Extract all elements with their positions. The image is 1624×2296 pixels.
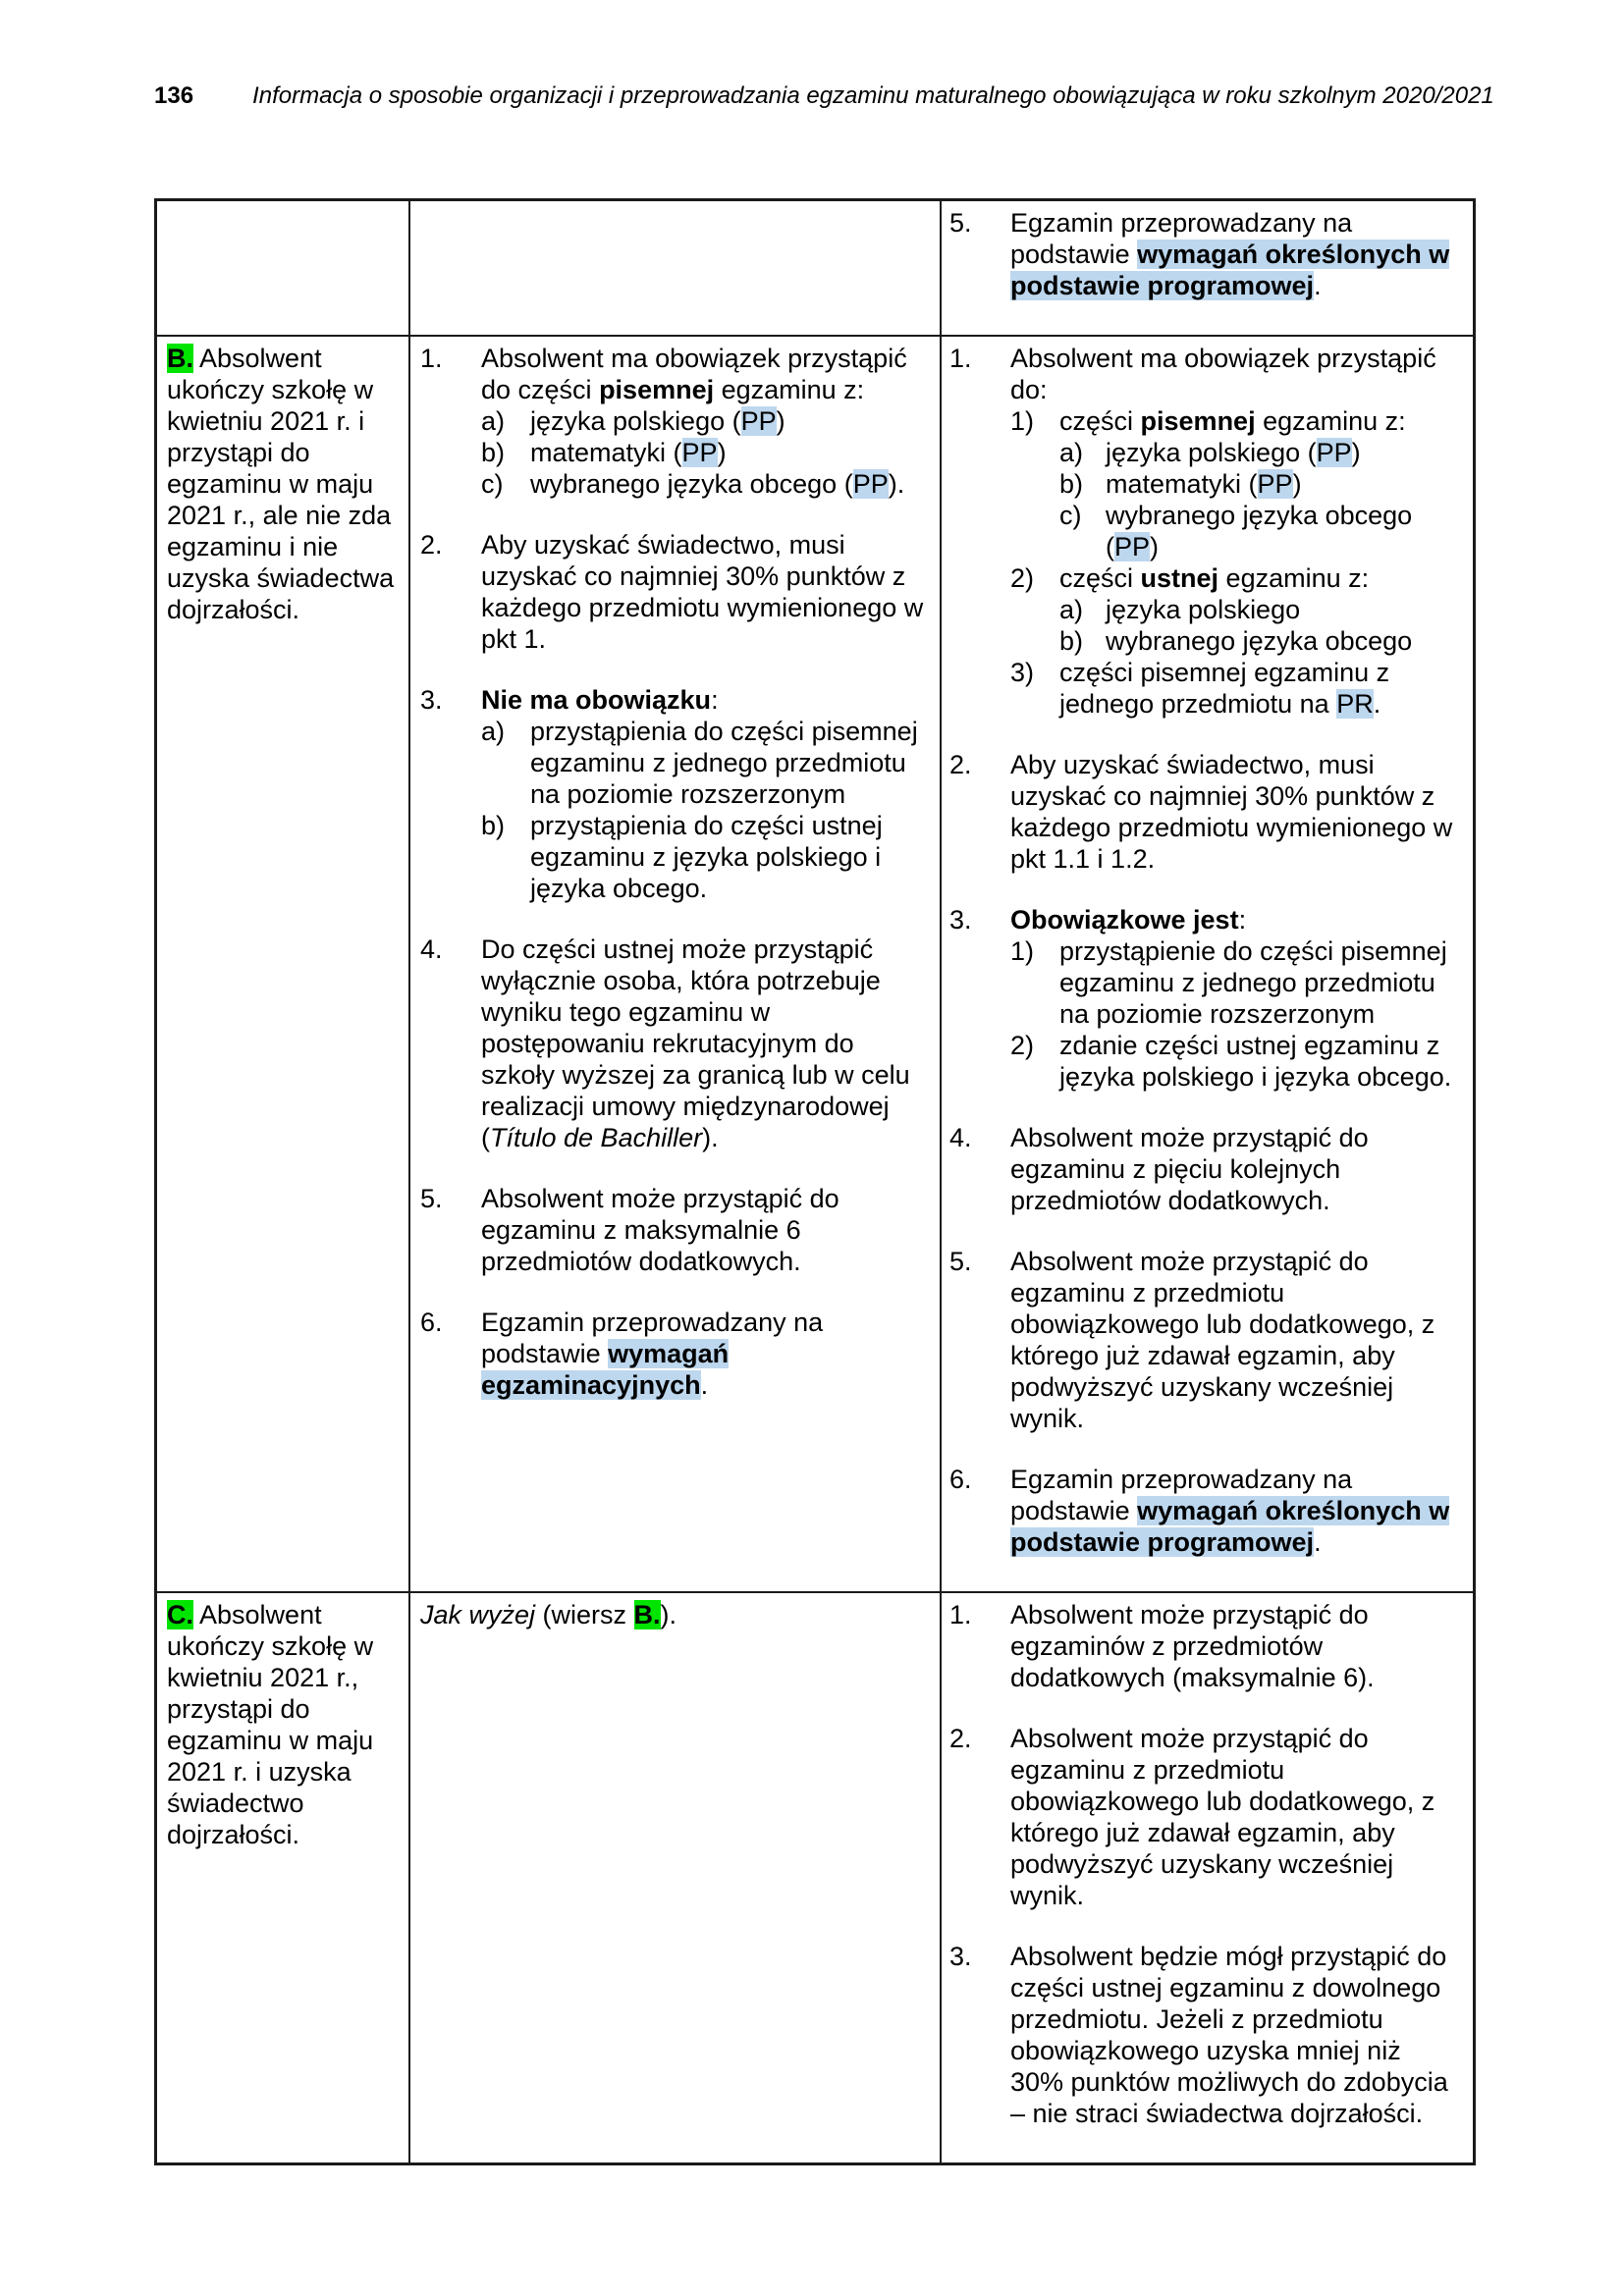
text-line <box>1010 904 1461 935</box>
text-run: (wiersz <box>535 1600 634 1629</box>
text-line <box>481 529 932 655</box>
list-item <box>949 1599 1461 1693</box>
text-run: języka polskiego ( <box>530 406 741 436</box>
text-run: przystąpienia do części pisemnej egzaminu z jednego przedmiotu na poziomie rozszerzonym <box>530 717 918 809</box>
text-line <box>1010 1246 1461 1434</box>
item-marker: 3) <box>1010 658 1035 687</box>
text-line <box>481 1183 932 1277</box>
list-item <box>949 749 1461 875</box>
table-cell <box>942 201 1473 335</box>
table-cell <box>942 1593 1473 2163</box>
text-line <box>530 716 932 810</box>
item-marker: c) <box>481 469 504 499</box>
item-marker: 4. <box>420 934 443 964</box>
text-run: ). <box>888 469 905 499</box>
text-run: egzaminu z: <box>1218 563 1370 593</box>
item-body <box>1010 1246 1461 1434</box>
text-run: zdanie części ustnej egzaminu z języka polskiego i języka obcego. <box>1059 1031 1452 1092</box>
list-item <box>949 1246 1461 1434</box>
item-marker: 5. <box>949 1247 972 1276</box>
table-cell <box>942 337 1473 1591</box>
text-line <box>1106 500 1461 562</box>
item-body <box>530 437 932 468</box>
text-run: języka polskiego <box>1106 595 1301 624</box>
list-item <box>1010 405 1461 562</box>
list-item <box>481 405 932 437</box>
text-run: wymagań określonych w podstawie programowej <box>1010 1496 1450 1557</box>
page-number: 136 <box>154 82 194 109</box>
text-run: ). <box>702 1123 719 1152</box>
text-run: ) <box>1351 438 1361 467</box>
text-run: C. <box>167 1600 193 1629</box>
text-run: części <box>1059 406 1141 436</box>
page-header <box>154 82 1494 110</box>
list-item <box>1059 437 1461 468</box>
item-body <box>1010 1723 1461 1911</box>
text-run: Do części ustnej może przystąpić wyłącznie osoba, która potrzebuje wyniku tego egzaminu w postępowaniu rekrutacyjnym do szkoły wyższej za granicą lub w celu realizacji umowy międzynarodowej ( <box>481 934 910 1152</box>
text-line <box>1010 1723 1461 1911</box>
text-run: PP <box>681 438 718 467</box>
item-body <box>1106 500 1461 562</box>
text-run: matematyki ( <box>530 438 682 467</box>
text-run: ). <box>660 1600 677 1629</box>
text-run: Jak wyżej <box>420 1600 536 1629</box>
text-run: pisemnej <box>599 375 715 404</box>
item-marker: 3. <box>949 905 972 934</box>
text-line <box>167 1599 401 1850</box>
list-item <box>1059 500 1461 562</box>
text-line <box>420 1599 932 1630</box>
item-marker: 3. <box>949 1942 972 1971</box>
item-body <box>1010 1122 1461 1216</box>
text-run: Absolwent ukończy szkołę w kwietniu 2021 r. i przystąpi do egzaminu w maju 2021 r., ale nie zda egzaminu i nie uzyska świadectwa dojrzałości. <box>167 344 395 624</box>
text-line <box>1010 1941 1461 2129</box>
item-marker: 1. <box>949 1600 972 1629</box>
text-run: części pisemnej egzaminu z jednego przedmiotu na <box>1059 658 1390 719</box>
item-marker: a) <box>481 717 506 746</box>
text-run: PP <box>852 469 889 499</box>
item-body <box>1010 1599 1461 1693</box>
item-marker: 1. <box>420 344 443 373</box>
text-run: PP <box>740 406 777 436</box>
item-body <box>481 1183 932 1277</box>
item-body <box>1059 1030 1461 1093</box>
list-item <box>1010 657 1461 720</box>
item-marker: a) <box>1059 595 1084 624</box>
text-line <box>530 405 932 437</box>
list-item <box>1059 625 1461 657</box>
text-line <box>1010 207 1461 301</box>
list-item <box>949 1723 1461 1911</box>
item-marker: 2. <box>420 530 443 560</box>
text-run: części <box>1059 563 1141 593</box>
text-line <box>1059 1030 1461 1093</box>
list-item <box>481 810 932 904</box>
text-run: Egzamin przeprowadzany na podstawie <box>1010 208 1353 269</box>
text-run: wymagań określonych w podstawie programowej <box>1010 240 1450 300</box>
item-marker: 2. <box>949 750 972 779</box>
text-run: PR <box>1336 689 1374 719</box>
item-body <box>1059 405 1461 562</box>
text-line <box>1106 468 1461 500</box>
document-table <box>154 198 1476 2165</box>
text-line <box>530 468 932 500</box>
item-marker: 2. <box>949 1724 972 1753</box>
table-cell <box>157 1593 410 2163</box>
table-row <box>157 201 1473 335</box>
text-run: . <box>1314 271 1322 300</box>
list-item <box>481 716 932 810</box>
text-line <box>1010 749 1461 875</box>
text-run: Absolwent może przystąpić do egzaminów z przedmiotów dodatkowych (maksymalnie 6). <box>1010 1600 1375 1692</box>
text-run: . <box>1373 689 1381 719</box>
text-run: Aby uzyskać świadectwo, musi uzyskać co najmniej 30% punktów z każdego przedmiotu wymienionego w pkt 1.1 i 1.2. <box>1010 750 1453 874</box>
text-run: pisemnej <box>1140 406 1256 436</box>
text-line <box>481 684 932 716</box>
text-run: PP <box>1114 532 1151 561</box>
text-run: ) <box>717 438 727 467</box>
text-line <box>1059 657 1461 720</box>
list-item <box>420 684 932 904</box>
item-body <box>1059 562 1461 657</box>
list-item <box>1010 562 1461 657</box>
item-marker: 5. <box>420 1184 443 1213</box>
text-line <box>1106 625 1461 657</box>
text-line <box>1010 343 1461 405</box>
text-run: Egzamin przeprowadzany na podstawie <box>1010 1465 1353 1525</box>
item-body <box>530 405 932 437</box>
table-cell <box>157 201 410 335</box>
item-body <box>167 1599 401 1850</box>
text-run: Título de Bachiller <box>490 1123 703 1152</box>
item-marker: b) <box>1059 626 1084 656</box>
item-marker: 6. <box>949 1465 972 1494</box>
text-line <box>167 343 401 625</box>
text-line <box>481 934 932 1153</box>
item-marker: 5. <box>949 208 972 238</box>
list-item <box>949 343 1461 720</box>
list-item <box>420 934 932 1153</box>
item-body <box>481 1307 932 1401</box>
list-item <box>481 437 932 468</box>
text-run: przystąpienie do części pisemnej egzaminu z jednego przedmiotu na poziomie rozszerzonym <box>1059 936 1447 1029</box>
table-cell <box>410 201 942 335</box>
item-body <box>1106 625 1461 657</box>
text-run: wymagań egzaminacyjnych <box>481 1339 730 1400</box>
text-run: Absolwent może przystąpić do egzaminu z maksymalnie 6 przedmiotów dodatkowych. <box>481 1184 839 1276</box>
item-marker: 1) <box>1010 936 1035 966</box>
list-item <box>949 1464 1461 1558</box>
text-run: Egzamin przeprowadzany na podstawie <box>481 1308 824 1368</box>
item-body <box>530 716 932 810</box>
item-body <box>1059 657 1461 720</box>
item-body <box>481 529 932 655</box>
text-run: Absolwent ma obowiązek przystąpić do części <box>481 344 907 404</box>
text-run: egzaminu z: <box>714 375 865 404</box>
text-line <box>1059 405 1461 437</box>
text-line <box>1059 935 1461 1030</box>
text-line <box>1010 1122 1461 1216</box>
text-run: ) <box>1292 469 1302 499</box>
text-run: Absolwent może przystąpić do egzaminu z pięciu kolejnych przedmiotów dodatkowych. <box>1010 1123 1369 1215</box>
item-marker: a) <box>481 406 506 436</box>
text-run: ) <box>776 406 785 436</box>
text-run: PP <box>1257 469 1293 499</box>
table-cell <box>410 337 942 1591</box>
list-item <box>1059 594 1461 625</box>
item-marker: 1) <box>1010 406 1035 436</box>
text-run: języka polskiego ( <box>1106 438 1317 467</box>
text-run: egzaminu z: <box>1255 406 1406 436</box>
list-item <box>1010 935 1461 1030</box>
item-body <box>1059 935 1461 1030</box>
text-run: Absolwent ma obowiązek przystąpić do: <box>1010 344 1436 404</box>
text-run: Absolwent będzie mógł przystąpić do części ustnej egzaminu z dowolnego przedmiotu. Jeżeli z przedmiotu obowiązkowego uzyska mniej niż 30% punktów możliwych do zdobycia – nie straci świadectwa dojrzałości. <box>1010 1942 1448 2128</box>
item-body <box>481 343 932 500</box>
text-run: ) <box>1150 532 1160 561</box>
text-run: PP <box>1316 438 1352 467</box>
list-item <box>420 343 932 500</box>
text-line <box>481 1307 932 1401</box>
text-line <box>530 810 932 904</box>
header-title: Informacja o sposobie organizacji i przeprowadzania egzaminu maturalnego obowiązująca w roku szkolnym 2020/2021 <box>252 82 1494 109</box>
list-item <box>420 1183 932 1277</box>
item-marker: b) <box>1059 469 1084 499</box>
text-line <box>481 343 932 405</box>
list-item <box>949 904 1461 1093</box>
list-item <box>1010 1030 1461 1093</box>
item-marker: 2) <box>1010 563 1035 593</box>
text-line <box>1010 1464 1461 1558</box>
item-body <box>1010 1941 1461 2129</box>
text-run: : <box>1238 905 1247 934</box>
text-run: wybranego języka obcego <box>1106 626 1413 656</box>
list-item <box>420 529 932 655</box>
item-body <box>1010 1464 1461 1558</box>
text-run: przystąpienia do części ustnej egzaminu z języka polskiego i języka obcego. <box>530 811 883 903</box>
paragraph <box>167 343 401 625</box>
item-body <box>530 810 932 904</box>
item-body <box>1010 207 1461 301</box>
text-run: B. <box>167 344 193 373</box>
text-run: wybranego języka obcego ( <box>1106 501 1413 561</box>
item-body <box>1106 468 1461 500</box>
item-body <box>481 684 932 904</box>
item-marker: 3. <box>420 685 443 715</box>
item-marker: 6. <box>420 1308 443 1337</box>
text-run: B. <box>633 1600 661 1629</box>
item-body <box>1010 343 1461 720</box>
text-line <box>1010 1599 1461 1693</box>
table-cell <box>157 337 410 1591</box>
item-marker: 2) <box>1010 1031 1035 1060</box>
text-run: . <box>1314 1527 1322 1557</box>
list-item <box>949 1941 1461 2129</box>
item-marker: a) <box>1059 438 1084 467</box>
text-run: Obowiązkowe jest <box>1010 905 1239 934</box>
paragraph <box>167 1599 401 1850</box>
text-run: ustnej <box>1140 563 1219 593</box>
text-run: Absolwent może przystąpić do egzaminu z przedmiotu obowiązkowego lub dodatkowego, z którego już zdawał egzamin, aby podwyższyć uzyskany wcześniej wynik. <box>1010 1247 1435 1433</box>
item-body <box>1106 594 1461 625</box>
text-run: . <box>700 1370 709 1400</box>
item-marker: 1. <box>949 344 972 373</box>
item-body <box>481 934 932 1153</box>
item-body <box>167 343 401 625</box>
text-run: Nie ma obowiązku <box>481 685 712 715</box>
text-line <box>530 437 932 468</box>
text-run: : <box>711 685 719 715</box>
list-item <box>420 1307 932 1401</box>
item-body <box>1010 749 1461 875</box>
list-item <box>949 207 1461 301</box>
item-marker: b) <box>481 438 506 467</box>
item-marker: b) <box>481 811 506 840</box>
text-run: Absolwent ukończy szkołę w kwietniu 2021 r., przystąpi do egzaminu w maju 2021 r. i uzyska świadectwo dojrzałości. <box>167 1600 374 1849</box>
text-line <box>1106 437 1461 468</box>
paragraph <box>420 1599 932 1630</box>
item-body <box>530 468 932 500</box>
text-run: Aby uzyskać świadectwo, musi uzyskać co najmniej 30% punktów z każdego przedmiotu wymienionego w pkt 1. <box>481 530 924 654</box>
text-run: Absolwent może przystąpić do egzaminu z przedmiotu obowiązkowego lub dodatkowego, z którego już zdawał egzamin, aby podwyższyć uzyskany wcześniej wynik. <box>1010 1724 1435 1910</box>
text-run: wybranego języka obcego ( <box>530 469 853 499</box>
text-line <box>1106 594 1461 625</box>
item-body <box>420 1599 932 1630</box>
list-item <box>1059 468 1461 500</box>
list-item <box>481 468 932 500</box>
table-row <box>157 1591 1473 2163</box>
item-marker: c) <box>1059 501 1082 530</box>
list-item <box>949 1122 1461 1216</box>
text-line <box>1059 562 1461 594</box>
table-cell <box>410 1593 942 2163</box>
table-row <box>157 335 1473 1591</box>
item-marker: 4. <box>949 1123 972 1152</box>
item-body <box>1106 437 1461 468</box>
item-body <box>1010 904 1461 1093</box>
text-run: matematyki ( <box>1106 469 1258 499</box>
